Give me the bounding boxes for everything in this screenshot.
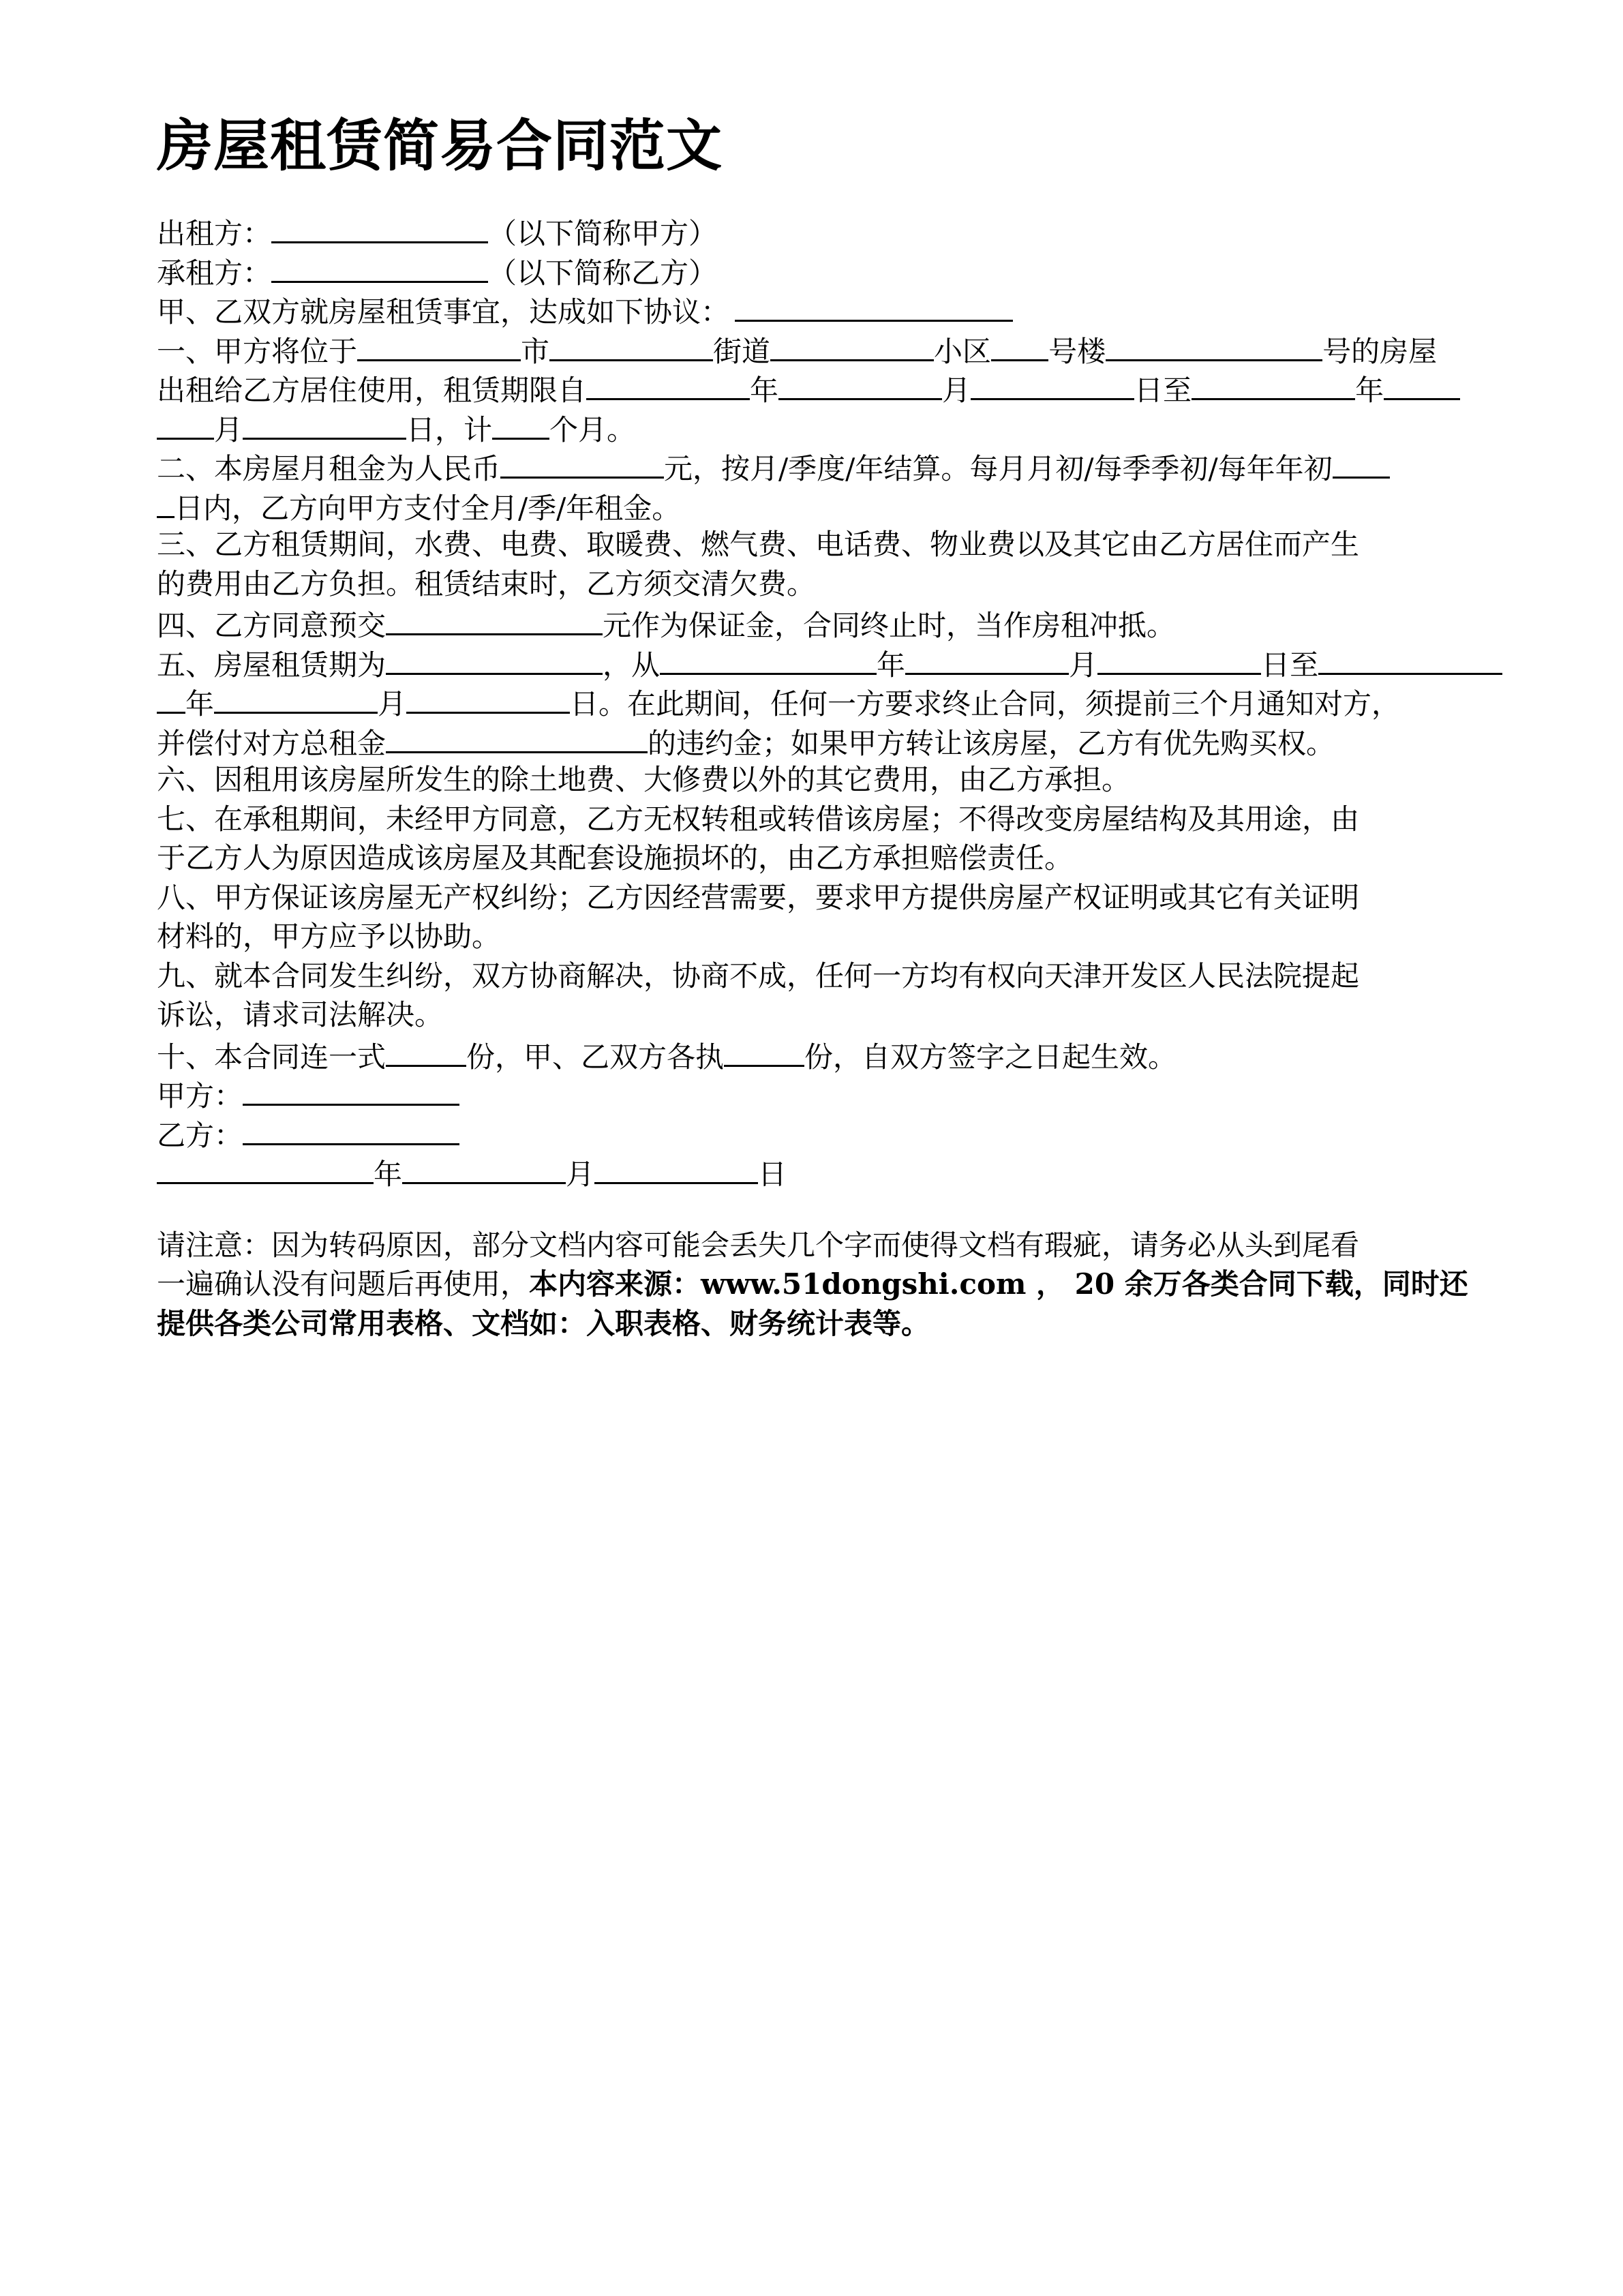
clause6-line1: 六、因租用该房屋所发生的除土地费、大修费以外的其它费用，由乙方承担。 (157, 763, 1131, 796)
clause10-text: 份，甲、乙双方各执 (466, 1040, 725, 1074)
clause9-line2: 诉讼，请求司法解决。 (157, 998, 444, 1031)
clause4-line1 (157, 603, 1466, 643)
clause5-text: 年 (185, 687, 215, 721)
clause1-text: 号的房屋 (1322, 334, 1438, 368)
lessee-line (157, 251, 1466, 290)
clause1-text: 月 (942, 374, 971, 407)
building-field[interactable] (991, 329, 1048, 361)
lessor-suffix: （以下简称甲方） (488, 217, 718, 250)
clause5-text: 年 (877, 648, 906, 682)
clause1-text: 年 (1355, 374, 1384, 407)
total-months-field[interactable] (492, 408, 549, 440)
sign-b-label: 乙方： (157, 1118, 243, 1152)
clause2-text: 日内，乙方向甲方支付全月/季/年租金。 (175, 491, 681, 525)
lessor-name-field[interactable] (271, 211, 488, 243)
clause8-line2: 材料的，甲方应予以协助。 (157, 920, 501, 953)
sign-b-line (157, 1113, 1466, 1153)
contract-page (157, 109, 1466, 1343)
clause9-line1: 九、就本合同发生纠纷，双方协商解决，协商不成，任何一方均有权向天津开发区人民法院提起 (157, 958, 1360, 993)
clause10-text: 份，自双方签字之日起生效。 (804, 1040, 1177, 1074)
sign-date-line (157, 1152, 1466, 1192)
clause1-line2 (157, 368, 1466, 408)
clause1-text: 个月。 (549, 412, 636, 447)
copies-total-field[interactable] (386, 1035, 466, 1067)
monthly-rent-field[interactable] (500, 447, 664, 479)
term-end-day-field[interactable] (406, 682, 570, 714)
term-start-year-field[interactable] (660, 643, 877, 675)
start-month-field[interactable] (778, 368, 942, 400)
lessee-label: 承租方： (157, 256, 272, 290)
clause8-line1: 八、甲方保证该房屋无产权纠纷；乙方因经营需要，要求甲方提供房屋产权证明或其它有关证明 (157, 880, 1360, 914)
sign-date-text: 日 (758, 1158, 787, 1191)
note-plain-text: 一遍确认没有问题后再使用， (157, 1267, 530, 1301)
sign-year-field[interactable] (157, 1152, 374, 1184)
clause5-text: 日。在此期间，任何一方要求终止合同，须提前三个月通知对方， (570, 687, 1401, 721)
clause3-line2: 的费用由乙方负担。租赁结束时，乙方须交清欠费。 (157, 567, 816, 601)
end-day-field[interactable] (243, 408, 406, 440)
clause1-text: 年 (750, 374, 779, 407)
sign-a-field[interactable] (243, 1074, 459, 1106)
clause2-text: 二、本房屋月租金为人民币 (157, 452, 501, 485)
lessee-suffix: （以下简称乙方） (488, 256, 718, 290)
page-title: 房屋租赁简易合同范文 (157, 114, 723, 179)
term-start-day-field[interactable] (1097, 643, 1261, 675)
note-source-text: 本内容来源：www.51dongshi.com ， 20 余万各类合同下载，同时还 (529, 1267, 1468, 1301)
clause1-line1 (157, 329, 1466, 369)
lease-term-field[interactable] (386, 643, 603, 675)
clause5-text: 日至 (1261, 648, 1319, 682)
clause5-text: 并偿付对方总租金 (157, 726, 386, 760)
clause1-text: 号楼 (1048, 334, 1106, 368)
clause2-line2 (157, 486, 1466, 526)
start-year-field[interactable] (586, 368, 750, 400)
clause10-text: 十、本合同连一式 (157, 1040, 386, 1074)
clause7-line2: 于乙方人为原因造成该房屋及其配套设施损坏的，由乙方承担赔偿责任。 (157, 841, 1074, 875)
clause4-text: 元作为保证金，合同终止时，当作房租冲抵。 (603, 609, 1176, 642)
spacer (157, 1192, 1466, 1226)
deposit-field[interactable] (386, 603, 603, 635)
community-field[interactable] (770, 329, 934, 361)
end-month-field-part1[interactable] (1384, 368, 1460, 400)
penalty-field[interactable] (386, 721, 648, 753)
clause5-text: 月 (1069, 648, 1098, 682)
clause1-text: 一、甲方将位于 (157, 334, 358, 368)
street-field[interactable] (549, 329, 713, 361)
city-field[interactable] (357, 329, 521, 361)
term-end-month-field[interactable] (214, 682, 378, 714)
clause5-text: ，从 (603, 648, 661, 682)
note-line3: 提供各类公司常用表格、文档如：入职表格、财务统计表等。 (157, 1306, 930, 1340)
intro-field[interactable] (735, 290, 1013, 322)
clause5-text: 的违约金；如果甲方转让该房屋，乙方有优先购买权。 (648, 726, 1335, 760)
clause5-text: 月 (378, 687, 407, 721)
term-end-year-field-part1[interactable] (1318, 643, 1502, 675)
clause5-line1 (157, 643, 1466, 682)
clause1-text: 市 (521, 334, 550, 368)
copies-each-field[interactable] (724, 1035, 804, 1067)
clause7-line1: 七、在承租期间，未经甲方同意，乙方无权转租或转借该房屋；不得改变房屋结构及其用途，由 (157, 802, 1360, 836)
clause5-line2 (157, 682, 1466, 721)
payment-days-field-part2[interactable] (157, 486, 175, 518)
clause1-text: 街道 (713, 334, 771, 368)
clause5-text: 五、房屋租赁期为 (157, 648, 386, 682)
sign-date-text: 年 (374, 1158, 403, 1191)
clause3-line1: 三、乙方租赁期间，水费、电费、取暖费、燃气费、电话费、物业费以及其它由乙方居住而产生 (157, 528, 1360, 561)
room-number-field[interactable] (1106, 329, 1322, 361)
sign-a-line (157, 1074, 1466, 1113)
clause5-line3 (157, 721, 1466, 761)
note-line1: 请注意：因为转码原因，部分文档内容可能会丢失几个字而使得文档有瑕疵，请务必从头到尾看 (157, 1228, 1360, 1262)
start-day-field[interactable] (971, 368, 1134, 400)
payment-days-field-part1[interactable] (1333, 447, 1390, 479)
lessor-label: 出租方： (157, 217, 272, 250)
clause1-text: 小区 (934, 334, 992, 368)
clause2-text: 元，按月/季度/年结算。每月月初/每季季初/每年年初 (664, 452, 1333, 485)
lessee-name-field[interactable] (271, 251, 488, 283)
intro-line (157, 290, 1466, 329)
end-month-field-part2[interactable] (157, 408, 214, 440)
term-end-year-field-part2[interactable] (157, 682, 185, 714)
sign-date-text: 月 (566, 1158, 595, 1191)
lessor-line (157, 211, 1466, 251)
clause1-text: 出租给乙方居住使用，租赁期限自 (157, 374, 587, 407)
intro-text: 甲、乙双方就房屋租赁事宜，达成如下协议： (157, 295, 730, 329)
sign-a-label: 甲方： (157, 1079, 243, 1113)
sign-month-field[interactable] (402, 1152, 566, 1184)
sign-b-field[interactable] (243, 1113, 459, 1145)
clause2-line1 (157, 447, 1466, 486)
clause10-line1 (157, 1035, 1466, 1074)
note-line2 (157, 1265, 1466, 1304)
clause1-line3 (157, 408, 1466, 447)
clause4-text: 四、乙方同意预交 (157, 609, 386, 642)
sign-day-field[interactable] (594, 1152, 758, 1184)
clause1-text: 日，计 (406, 412, 493, 447)
end-year-field[interactable] (1192, 368, 1355, 400)
clause1-text: 月 (214, 412, 243, 447)
clause1-text: 日至 (1134, 374, 1192, 407)
term-start-month-field[interactable] (905, 643, 1069, 675)
